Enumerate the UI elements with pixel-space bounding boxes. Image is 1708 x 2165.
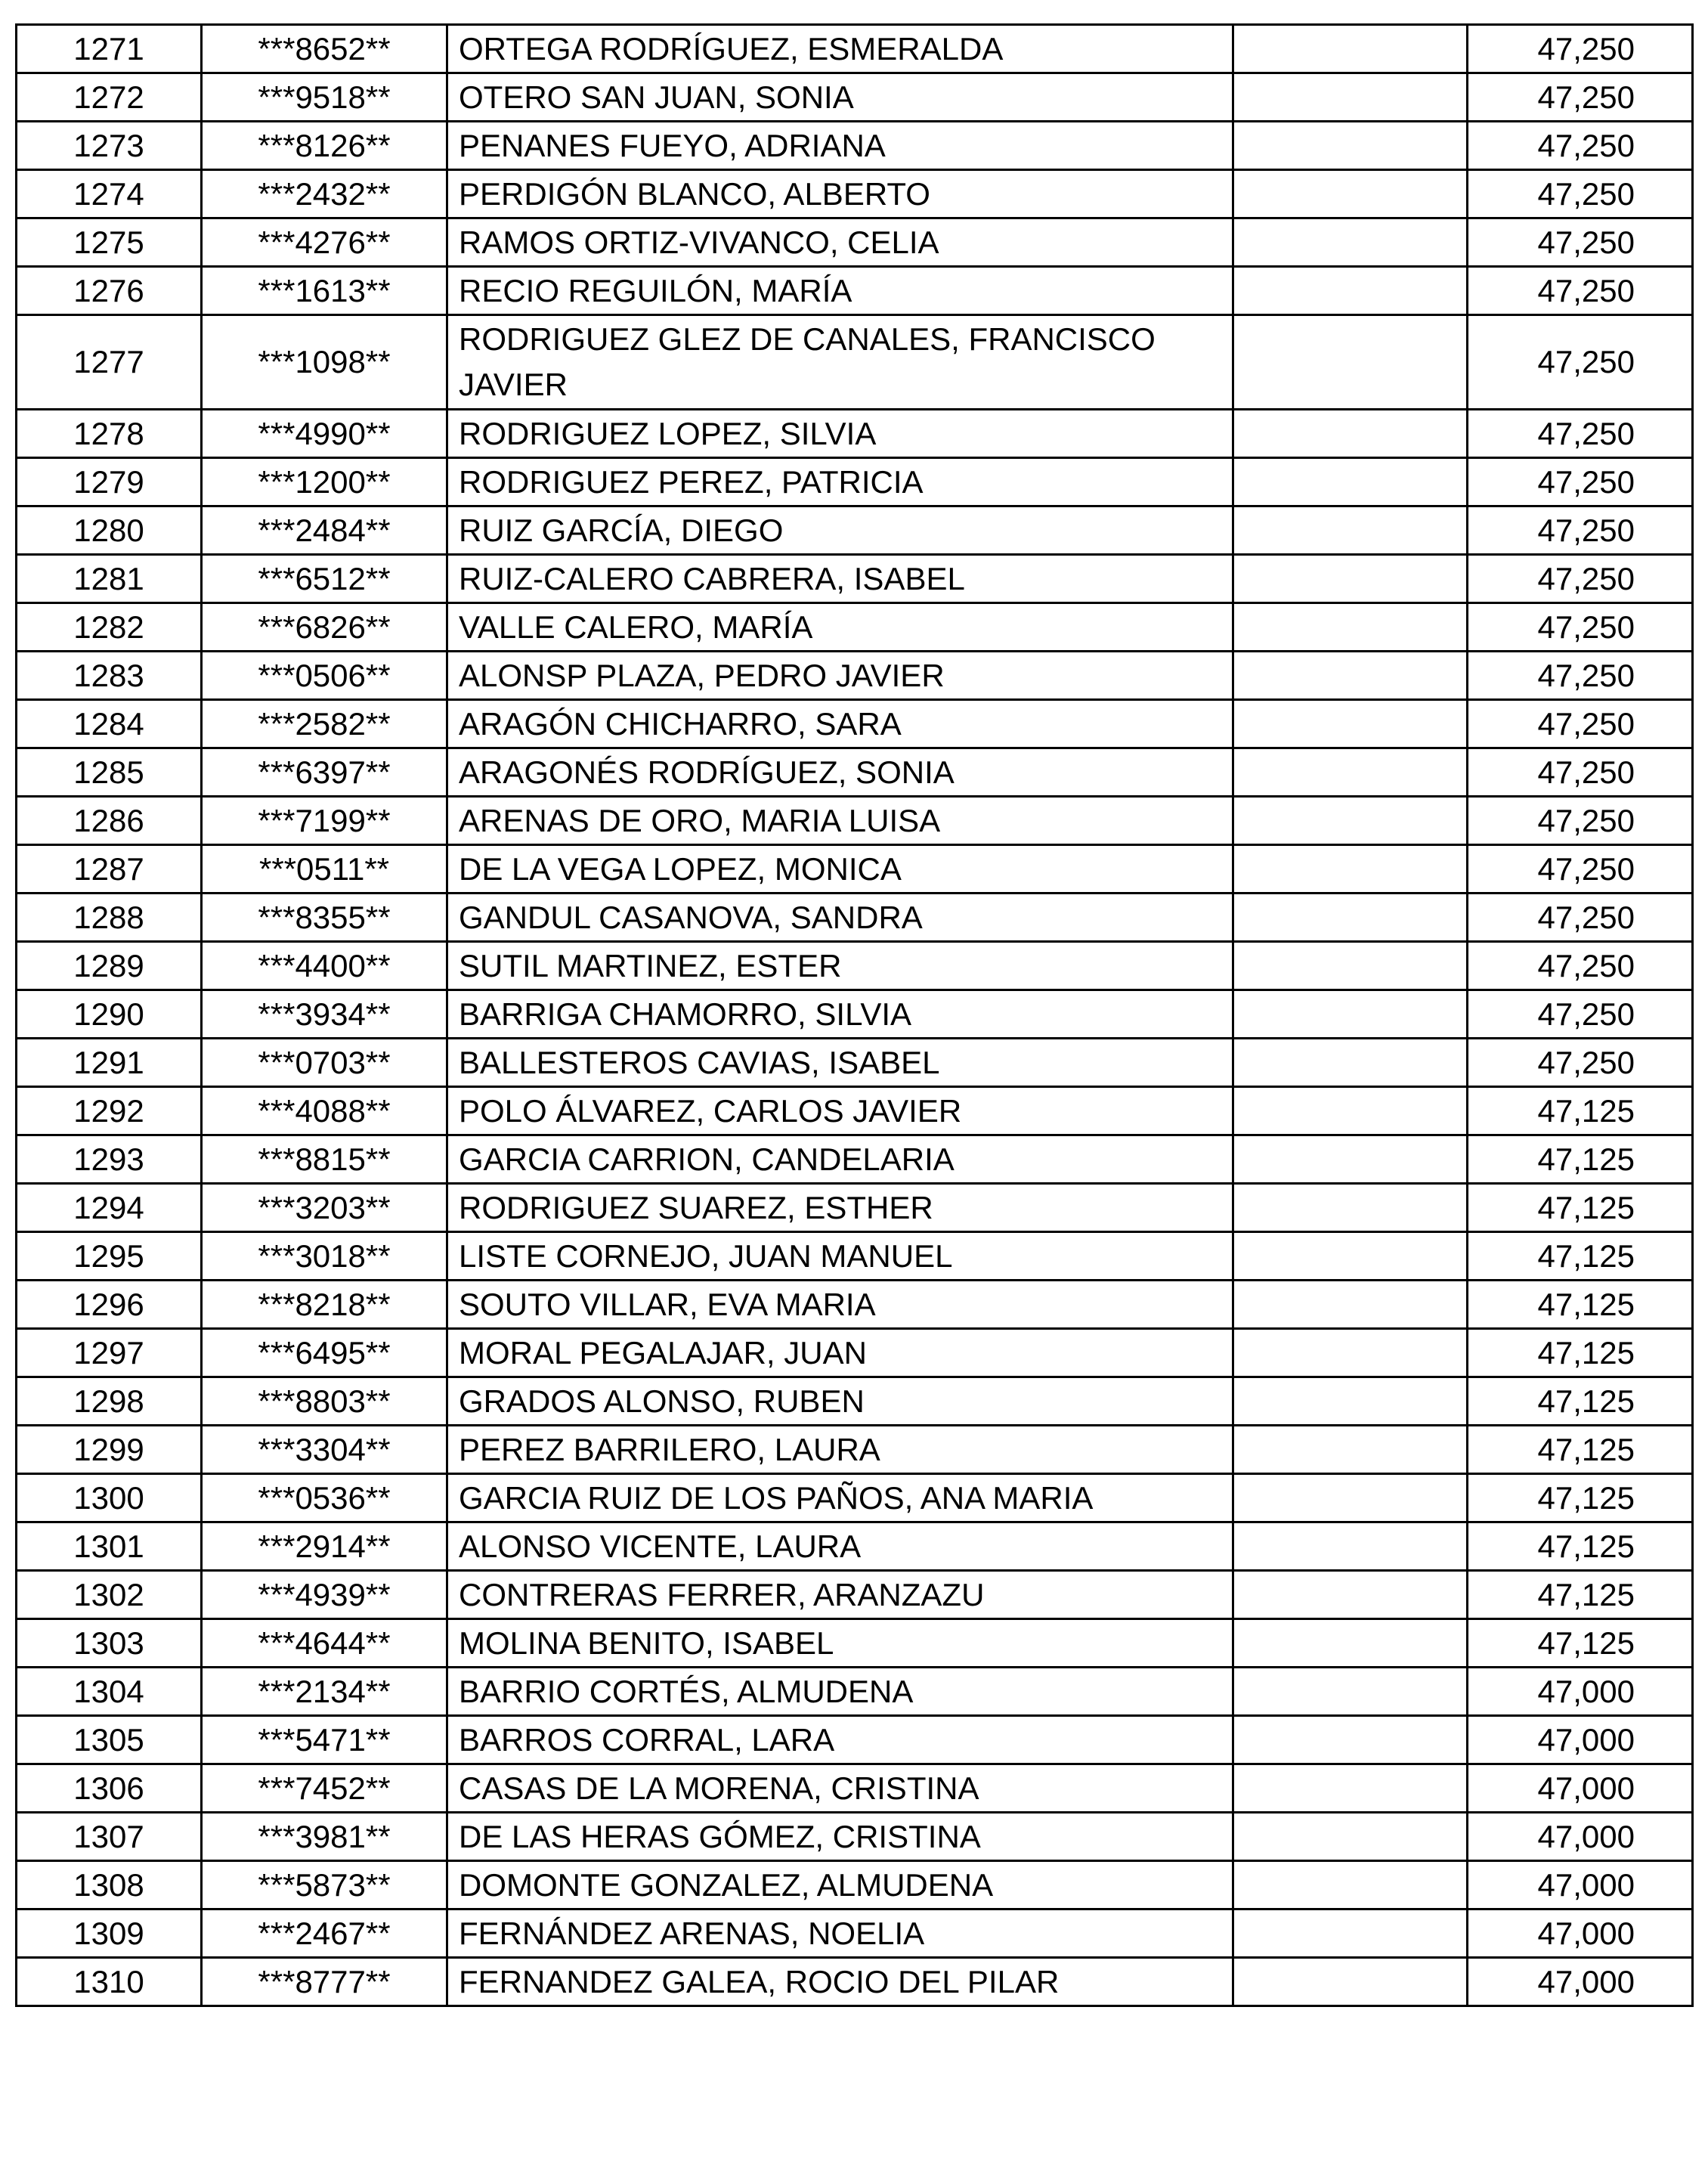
empty-cell [1233,555,1468,603]
masked-id-cell: ***1200** [202,458,447,506]
masked-id-cell: ***8652** [202,25,447,73]
row-number-cell: 1304 [17,1668,202,1716]
applicant-name-cell: GARCIA RUIZ DE LOS PAÑOS, ANA MARIA [447,1474,1233,1522]
empty-cell [1233,894,1468,942]
applicant-name-cell: BARRIO CORTÉS, ALMUDENA [447,1668,1233,1716]
masked-id-cell: ***0506** [202,652,447,700]
score-cell: 47,125 [1468,1232,1693,1281]
table-row [17,25,1693,73]
row-number-cell: 1290 [17,990,202,1039]
table-row [17,1571,1693,1619]
table-row [17,1522,1693,1571]
applicant-name-cell: DE LA VEGA LOPEZ, MONICA [447,845,1233,894]
masked-id-cell: ***4644** [202,1619,447,1668]
row-number-cell: 1278 [17,410,202,458]
empty-cell [1233,73,1468,122]
score-cell: 47,250 [1468,652,1693,700]
score-cell: 47,125 [1468,1184,1693,1232]
table-row [17,170,1693,218]
masked-id-cell: ***8355** [202,894,447,942]
table-row [17,1377,1693,1426]
empty-cell [1233,1813,1468,1861]
applicant-name-cell: GARCIA CARRION, CANDELARIA [447,1135,1233,1184]
applicant-name-cell: RODRIGUEZ SUAREZ, ESTHER [447,1184,1233,1232]
applicant-name-cell: ARAGÓN CHICHARRO, SARA [447,700,1233,748]
empty-cell [1233,845,1468,894]
applicant-name-cell: BALLESTEROS CAVIAS, ISABEL [447,1039,1233,1087]
row-number-cell: 1308 [17,1861,202,1909]
score-cell: 47,125 [1468,1281,1693,1329]
applicant-name-cell: CONTRERAS FERRER, ARANZAZU [447,1571,1233,1619]
row-number-cell: 1273 [17,122,202,170]
score-cell: 47,250 [1468,797,1693,845]
applicant-name-cell: ARENAS DE ORO, MARIA LUISA [447,797,1233,845]
row-number-cell: 1298 [17,1377,202,1426]
applicant-name-cell: ALONSP PLAZA, PEDRO JAVIER [447,652,1233,700]
results-table-body [17,25,1693,2006]
score-cell: 47,000 [1468,1716,1693,1764]
masked-id-cell: ***3203** [202,1184,447,1232]
row-number-cell: 1294 [17,1184,202,1232]
empty-cell [1233,1329,1468,1377]
table-row [17,1232,1693,1281]
table-row [17,748,1693,797]
applicant-name-cell: GRADOS ALONSO, RUBEN [447,1377,1233,1426]
row-number-cell: 1274 [17,170,202,218]
table-row [17,1184,1693,1232]
masked-id-cell: ***1613** [202,267,447,315]
row-number-cell: 1295 [17,1232,202,1281]
applicant-name-cell: RECIO REGUILÓN, MARÍA [447,267,1233,315]
applicant-name-cell: RAMOS ORTIZ-VIVANCO, CELIA [447,218,1233,267]
score-cell: 47,125 [1468,1619,1693,1668]
table-row [17,1329,1693,1377]
score-cell: 47,250 [1468,458,1693,506]
masked-id-cell: ***6512** [202,555,447,603]
score-cell: 47,125 [1468,1571,1693,1619]
row-number-cell: 1280 [17,506,202,555]
masked-id-cell: ***1098** [202,315,447,410]
empty-cell [1233,1232,1468,1281]
applicant-name-cell: DE LAS HERAS GÓMEZ, CRISTINA [447,1813,1233,1861]
row-number-cell: 1310 [17,1958,202,2006]
applicant-name-cell: ORTEGA RODRÍGUEZ, ESMERALDA [447,25,1233,73]
table-row [17,555,1693,603]
empty-cell [1233,267,1468,315]
table-row [17,1716,1693,1764]
row-number-cell: 1272 [17,73,202,122]
empty-cell [1233,797,1468,845]
masked-id-cell: ***2432** [202,170,447,218]
score-cell: 47,250 [1468,25,1693,73]
empty-cell [1233,1522,1468,1571]
empty-cell [1233,170,1468,218]
applicant-name-cell: RUIZ-CALERO CABRERA, ISABEL [447,555,1233,603]
masked-id-cell: ***6826** [202,603,447,652]
row-number-cell: 1275 [17,218,202,267]
empty-cell [1233,1135,1468,1184]
applicant-name-cell: MORAL PEGALAJAR, JUAN [447,1329,1233,1377]
table-row [17,1958,1693,2006]
row-number-cell: 1299 [17,1426,202,1474]
masked-id-cell: ***2134** [202,1668,447,1716]
masked-id-cell: ***7452** [202,1764,447,1813]
empty-cell [1233,122,1468,170]
applicant-name-cell: FERNANDEZ GALEA, ROCIO DEL PILAR [447,1958,1233,2006]
empty-cell [1233,1668,1468,1716]
applicant-name-cell: RODRIGUEZ GLEZ DE CANALES, FRANCISCO JAVIER [447,315,1233,410]
applicant-name-cell: BARROS CORRAL, LARA [447,1716,1233,1764]
empty-cell [1233,1861,1468,1909]
score-cell: 47,000 [1468,1958,1693,2006]
masked-id-cell: ***7199** [202,797,447,845]
score-cell: 47,250 [1468,942,1693,990]
row-number-cell: 1296 [17,1281,202,1329]
row-number-cell: 1279 [17,458,202,506]
masked-id-cell: ***8126** [202,122,447,170]
empty-cell [1233,603,1468,652]
empty-cell [1233,458,1468,506]
masked-id-cell: ***4400** [202,942,447,990]
applicant-name-cell: RODRIGUEZ LOPEZ, SILVIA [447,410,1233,458]
masked-id-cell: ***9518** [202,73,447,122]
score-cell: 47,000 [1468,1813,1693,1861]
score-cell: 47,250 [1468,267,1693,315]
table-row [17,315,1693,410]
empty-cell [1233,25,1468,73]
row-number-cell: 1302 [17,1571,202,1619]
row-number-cell: 1277 [17,315,202,410]
score-cell: 47,125 [1468,1426,1693,1474]
applicant-name-cell: MOLINA BENITO, ISABEL [447,1619,1233,1668]
score-cell: 47,250 [1468,315,1693,410]
masked-id-cell: ***4088** [202,1087,447,1135]
empty-cell [1233,1474,1468,1522]
applicant-name-cell: ARAGONÉS RODRÍGUEZ, SONIA [447,748,1233,797]
row-number-cell: 1301 [17,1522,202,1571]
masked-id-cell: ***8815** [202,1135,447,1184]
score-cell: 47,250 [1468,1039,1693,1087]
empty-cell [1233,1958,1468,2006]
empty-cell [1233,1716,1468,1764]
masked-id-cell: ***5873** [202,1861,447,1909]
applicant-name-cell: VALLE CALERO, MARÍA [447,603,1233,652]
masked-id-cell: ***4276** [202,218,447,267]
empty-cell [1233,1571,1468,1619]
masked-id-cell: ***8803** [202,1377,447,1426]
row-number-cell: 1281 [17,555,202,603]
table-row [17,122,1693,170]
score-cell: 47,250 [1468,990,1693,1039]
table-row [17,1813,1693,1861]
score-cell: 47,125 [1468,1329,1693,1377]
applicant-name-cell: BARRIGA CHAMORRO, SILVIA [447,990,1233,1039]
masked-id-cell: ***3934** [202,990,447,1039]
row-number-cell: 1309 [17,1909,202,1958]
score-cell: 47,250 [1468,506,1693,555]
applicant-name-cell: PENANES FUEYO, ADRIANA [447,122,1233,170]
masked-id-cell: ***3018** [202,1232,447,1281]
empty-cell [1233,1377,1468,1426]
empty-cell [1233,700,1468,748]
row-number-cell: 1303 [17,1619,202,1668]
empty-cell [1233,218,1468,267]
empty-cell [1233,942,1468,990]
row-number-cell: 1289 [17,942,202,990]
table-row [17,1281,1693,1329]
score-cell: 47,125 [1468,1474,1693,1522]
table-row [17,1474,1693,1522]
masked-id-cell: ***2914** [202,1522,447,1571]
table-row [17,603,1693,652]
row-number-cell: 1292 [17,1087,202,1135]
score-cell: 47,250 [1468,845,1693,894]
score-cell: 47,125 [1468,1522,1693,1571]
score-cell: 47,125 [1468,1087,1693,1135]
applicant-name-cell: DOMONTE GONZALEZ, ALMUDENA [447,1861,1233,1909]
score-cell: 47,250 [1468,603,1693,652]
table-row [17,218,1693,267]
score-cell: 47,000 [1468,1668,1693,1716]
row-number-cell: 1297 [17,1329,202,1377]
table-row [17,458,1693,506]
table-row [17,1764,1693,1813]
table-row [17,990,1693,1039]
masked-id-cell: ***2484** [202,506,447,555]
applicant-name-cell: RODRIGUEZ PEREZ, PATRICIA [447,458,1233,506]
score-cell: 47,250 [1468,748,1693,797]
score-cell: 47,000 [1468,1909,1693,1958]
masked-id-cell: ***4990** [202,410,447,458]
table-row [17,1861,1693,1909]
row-number-cell: 1285 [17,748,202,797]
score-cell: 47,250 [1468,410,1693,458]
masked-id-cell: ***2467** [202,1909,447,1958]
score-cell: 47,125 [1468,1377,1693,1426]
masked-id-cell: ***0703** [202,1039,447,1087]
row-number-cell: 1284 [17,700,202,748]
score-cell: 47,000 [1468,1764,1693,1813]
empty-cell [1233,1039,1468,1087]
score-cell: 47,250 [1468,170,1693,218]
empty-cell [1233,1619,1468,1668]
row-number-cell: 1288 [17,894,202,942]
applicant-name-cell: RUIZ GARCÍA, DIEGO [447,506,1233,555]
table-row [17,797,1693,845]
empty-cell [1233,1909,1468,1958]
table-row [17,700,1693,748]
table-row [17,1426,1693,1474]
applicant-name-cell: SUTIL MARTINEZ, ESTER [447,942,1233,990]
applicant-name-cell: GANDUL CASANOVA, SANDRA [447,894,1233,942]
row-number-cell: 1306 [17,1764,202,1813]
applicant-name-cell: LISTE CORNEJO, JUAN MANUEL [447,1232,1233,1281]
masked-id-cell: ***8218** [202,1281,447,1329]
masked-id-cell: ***4939** [202,1571,447,1619]
empty-cell [1233,1087,1468,1135]
row-number-cell: 1305 [17,1716,202,1764]
table-row [17,506,1693,555]
masked-id-cell: ***0511** [202,845,447,894]
table-row [17,942,1693,990]
table-row [17,1039,1693,1087]
masked-id-cell: ***2582** [202,700,447,748]
applicant-name-cell: PEREZ BARRILERO, LAURA [447,1426,1233,1474]
score-cell: 47,250 [1468,122,1693,170]
masked-id-cell: ***6495** [202,1329,447,1377]
table-row [17,410,1693,458]
row-number-cell: 1291 [17,1039,202,1087]
row-number-cell: 1276 [17,267,202,315]
empty-cell [1233,1426,1468,1474]
table-row [17,267,1693,315]
empty-cell [1233,506,1468,555]
empty-cell [1233,652,1468,700]
empty-cell [1233,748,1468,797]
table-row [17,1668,1693,1716]
row-number-cell: 1283 [17,652,202,700]
applicant-name-cell: FERNÁNDEZ ARENAS, NOELIA [447,1909,1233,1958]
masked-id-cell: ***3304** [202,1426,447,1474]
score-cell: 47,125 [1468,1135,1693,1184]
applicant-name-cell: CASAS DE LA MORENA, CRISTINA [447,1764,1233,1813]
empty-cell [1233,315,1468,410]
row-number-cell: 1287 [17,845,202,894]
row-number-cell: 1271 [17,25,202,73]
applicant-name-cell: SOUTO VILLAR, EVA MARIA [447,1281,1233,1329]
row-number-cell: 1300 [17,1474,202,1522]
applicant-name-cell: PERDIGÓN BLANCO, ALBERTO [447,170,1233,218]
score-cell: 47,250 [1468,700,1693,748]
masked-id-cell: ***0536** [202,1474,447,1522]
row-number-cell: 1293 [17,1135,202,1184]
row-number-cell: 1307 [17,1813,202,1861]
applicant-name-cell: OTERO SAN JUAN, SONIA [447,73,1233,122]
empty-cell [1233,1281,1468,1329]
empty-cell [1233,1764,1468,1813]
applicant-name-cell: POLO ÁLVAREZ, CARLOS JAVIER [447,1087,1233,1135]
masked-id-cell: ***3981** [202,1813,447,1861]
table-row [17,1909,1693,1958]
score-cell: 47,250 [1468,218,1693,267]
empty-cell [1233,410,1468,458]
row-number-cell: 1282 [17,603,202,652]
table-row [17,652,1693,700]
empty-cell [1233,1184,1468,1232]
results-table [15,23,1694,2007]
table-row [17,845,1693,894]
masked-id-cell: ***8777** [202,1958,447,2006]
empty-cell [1233,990,1468,1039]
table-row [17,1619,1693,1668]
score-cell: 47,250 [1468,555,1693,603]
score-cell: 47,250 [1468,73,1693,122]
table-row [17,73,1693,122]
score-cell: 47,000 [1468,1861,1693,1909]
score-cell: 47,250 [1468,894,1693,942]
applicant-name-cell: ALONSO VICENTE, LAURA [447,1522,1233,1571]
table-row [17,1087,1693,1135]
row-number-cell: 1286 [17,797,202,845]
masked-id-cell: ***5471** [202,1716,447,1764]
table-row [17,894,1693,942]
masked-id-cell: ***6397** [202,748,447,797]
table-row [17,1135,1693,1184]
